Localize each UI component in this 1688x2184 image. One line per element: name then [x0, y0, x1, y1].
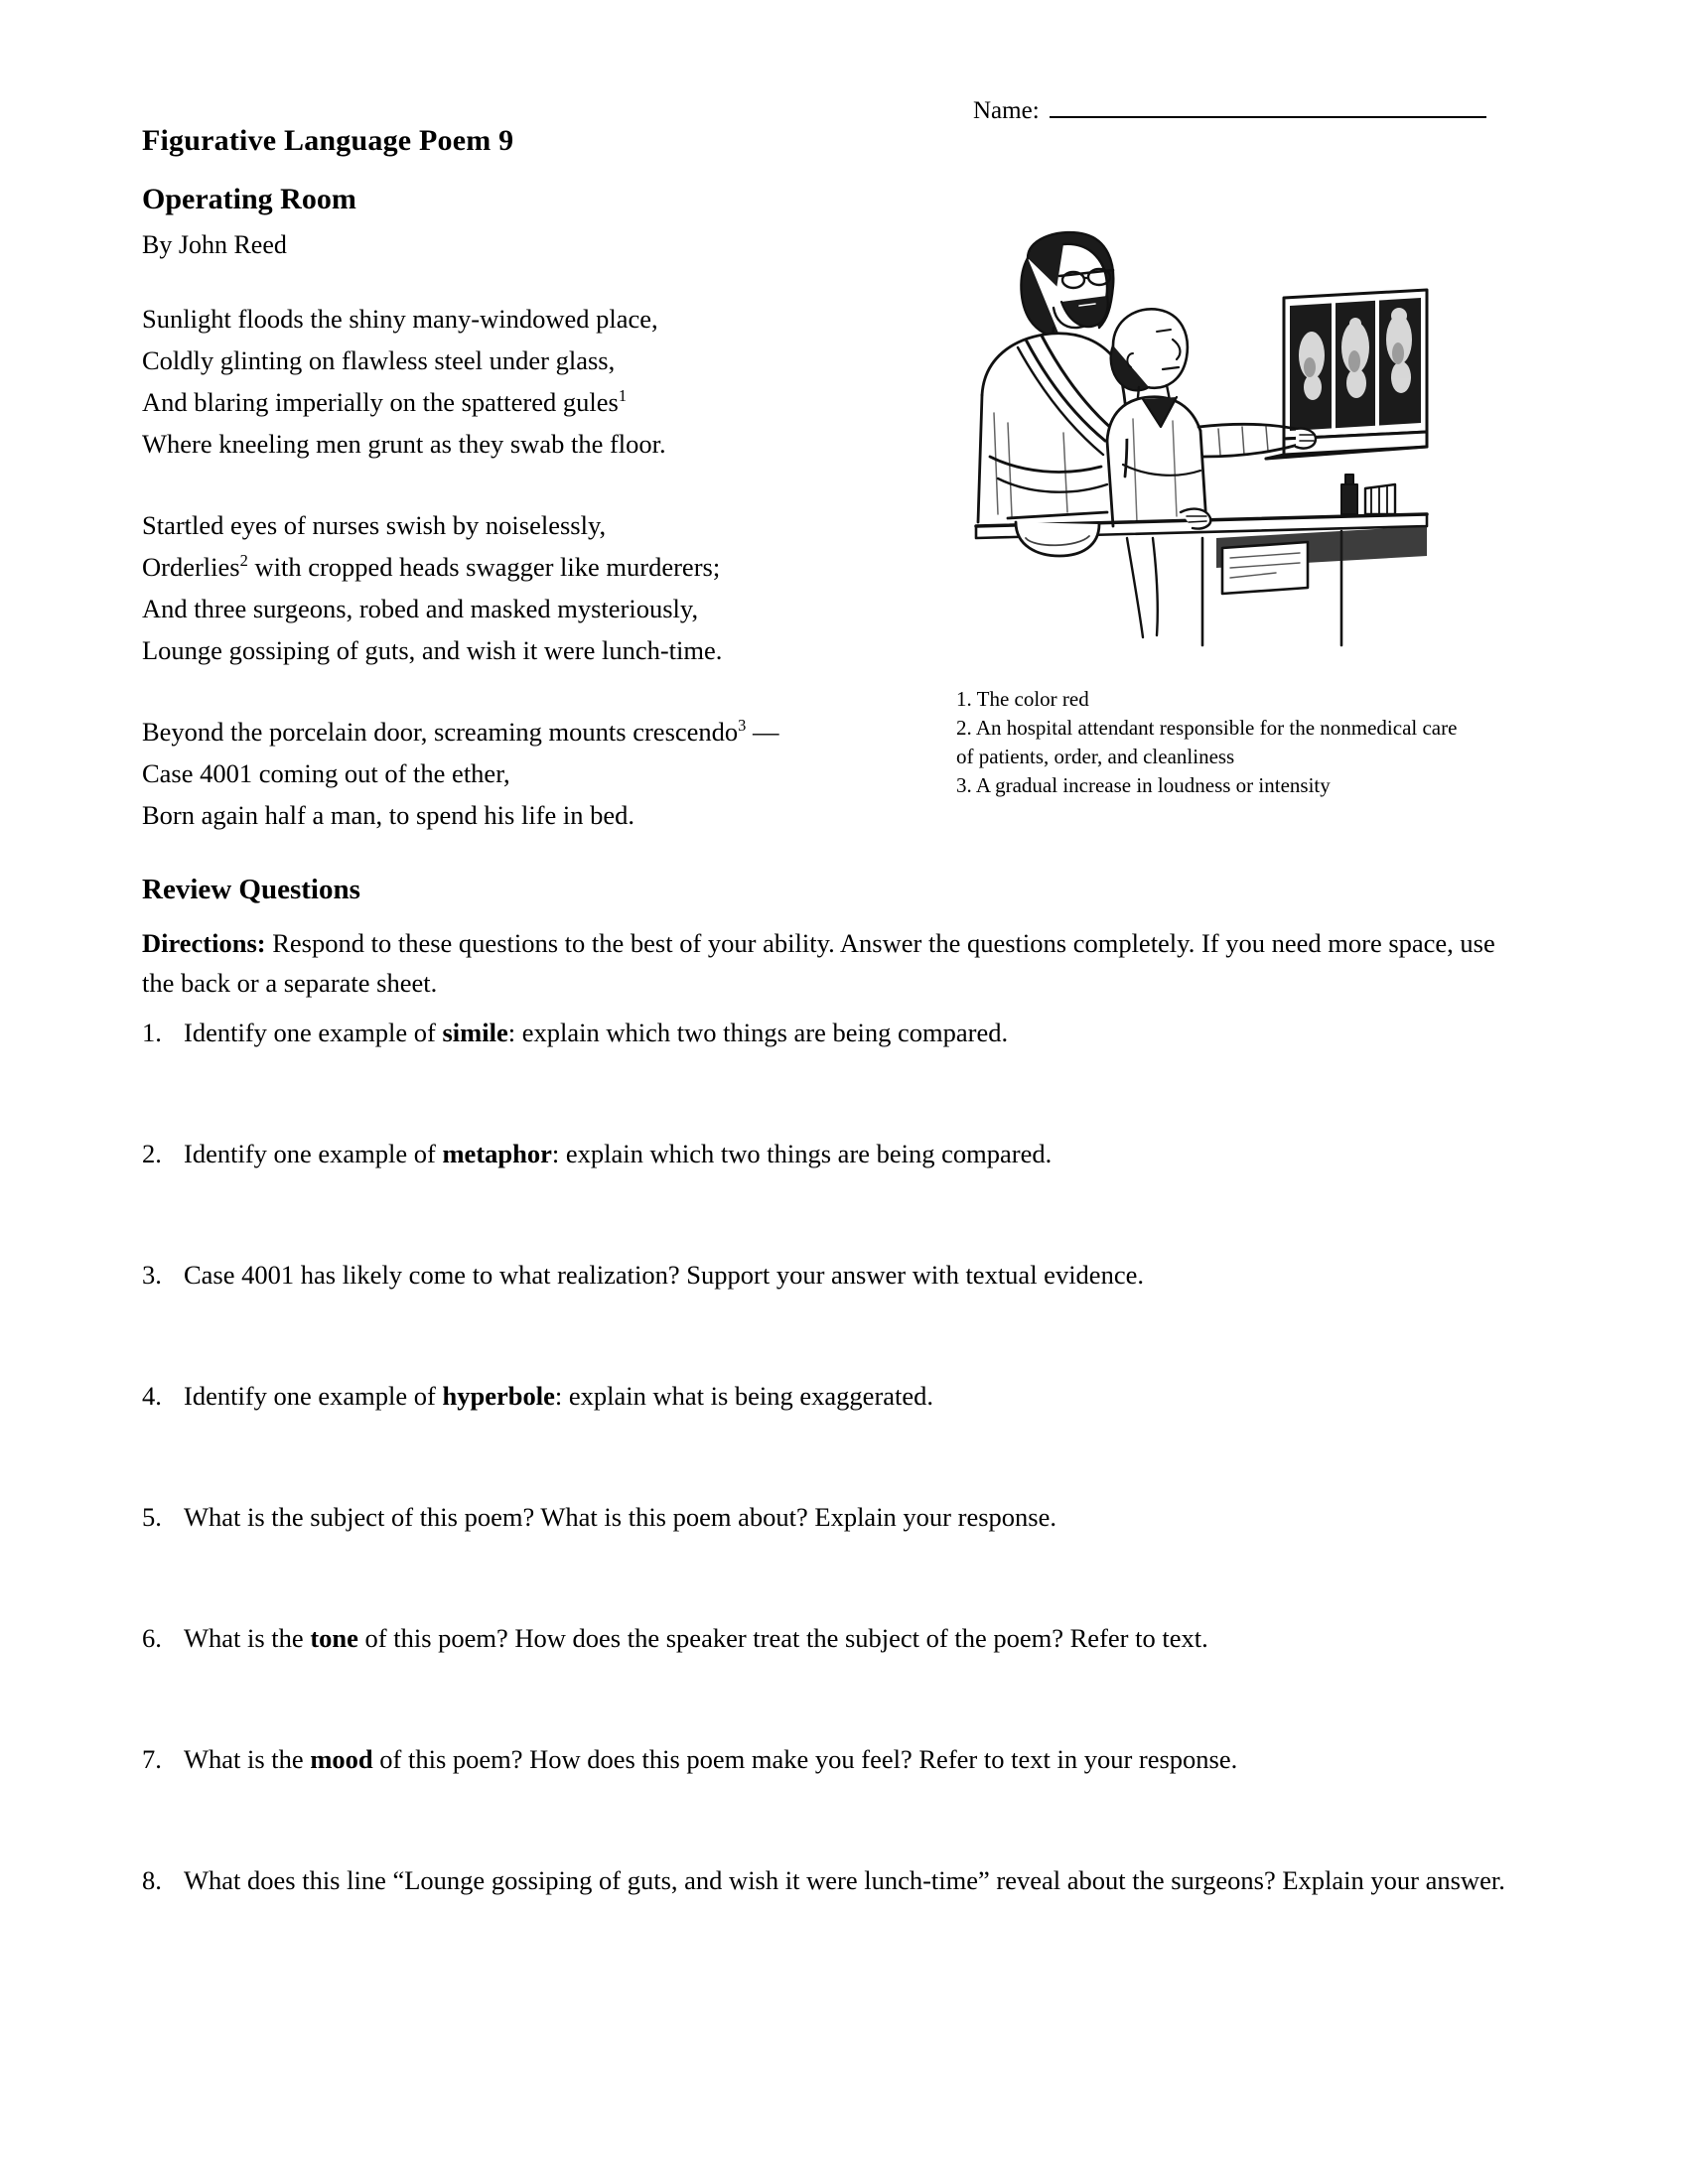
question-text-part: Case 4001 has likely come to what realization? Support your answer with textual evidence. — [184, 1260, 1144, 1290]
name-input-blank[interactable] — [1050, 94, 1486, 118]
footnote-item: 3. A gradual increase in loudness or intensity — [956, 773, 1331, 797]
question-text — [184, 1744, 1237, 1774]
poem-line-text-cont: — — [746, 717, 779, 747]
poem-line — [142, 340, 926, 381]
poem-stanza — [142, 711, 926, 836]
poem-line-text: Beyond the porcelain door, screaming mounts crescendo — [142, 717, 739, 747]
poem-line-text: Case 4001 coming out of the ether, — [142, 758, 510, 788]
poem-line-text: Born again half a man, to spend his life in bed. — [142, 800, 635, 830]
worksheet-title: Figurative Language Poem 9 — [142, 124, 514, 157]
poem-line-text: Where kneeling men grunt as they swab the floor. — [142, 429, 666, 459]
footnote-item: 2. An hospital attendant responsible for the nonmedical care of patients, order, and cleanliness — [956, 716, 1458, 768]
name-field-row — [973, 94, 1486, 125]
review-question — [142, 1618, 1522, 1739]
footnote-item: 1. The color red — [956, 687, 1089, 711]
question-number: 2. — [142, 1139, 162, 1168]
question-text-part: What is the — [184, 1623, 311, 1653]
poem-line-text-cont: with cropped heads swagger like murderers; — [247, 552, 721, 582]
poem-line — [142, 588, 926, 629]
poem-line-text: Sunlight floods the shiny many-windowed place, — [142, 304, 658, 334]
poem-line-text: Orderlies — [142, 552, 240, 582]
question-number: 8. — [142, 1865, 162, 1895]
question-number: 3. — [142, 1260, 162, 1290]
question-keyword: mood — [310, 1744, 373, 1774]
question-text-part: What is the — [184, 1744, 311, 1774]
poem-line — [142, 711, 926, 752]
poem-line — [142, 546, 926, 588]
poem-stanza — [142, 298, 926, 465]
poem-title: Operating Room — [142, 183, 356, 215]
poem-line — [142, 629, 926, 671]
question-text-part: of this poem? How does the speaker treat the subject of the poem? Refer to text. — [357, 1623, 1208, 1653]
question-text — [184, 1865, 1505, 1895]
review-question — [142, 1376, 1522, 1497]
footnote-marker: 3 — [738, 716, 747, 736]
review-question — [142, 1013, 1522, 1134]
footnote-marker: 1 — [618, 386, 628, 406]
question-text — [184, 1623, 1208, 1653]
review-questions-heading: Review Questions — [142, 874, 360, 905]
question-text-part: What is the subject of this poem? What is this poem about? Explain your response. — [184, 1502, 1056, 1532]
question-text-part: Identify one example of — [184, 1018, 443, 1047]
poem-line — [142, 752, 926, 794]
directions-body: Respond to these questions to the best of your ability. Answer the questions completely. If you need more space, use the back or a separate sheet. — [142, 928, 1495, 998]
question-number: 5. — [142, 1502, 162, 1532]
question-text — [184, 1260, 1144, 1290]
review-question — [142, 1255, 1522, 1376]
question-keyword: tone — [310, 1623, 358, 1653]
question-text — [184, 1139, 1052, 1168]
lightbox-frame — [1266, 290, 1427, 459]
poem-author: By John Reed — [142, 230, 287, 259]
question-number: 6. — [142, 1623, 162, 1653]
question-text-part: of this poem? How does this poem make you feel? Refer to text in your response. — [372, 1744, 1238, 1774]
review-question — [142, 1860, 1522, 1981]
question-text-part: Identify one example of — [184, 1381, 443, 1411]
name-label: Name: — [973, 97, 1040, 124]
poem-line-text: And blaring imperially on the spattered gules — [142, 387, 619, 417]
poem-line-text: And three surgeons, robed and masked mysteriously, — [142, 594, 699, 623]
poem-line — [142, 298, 926, 340]
operating-room-illustration — [968, 228, 1435, 650]
review-question — [142, 1134, 1522, 1255]
question-keyword: simile — [442, 1018, 508, 1047]
review-question — [142, 1739, 1522, 1860]
question-number: 7. — [142, 1744, 162, 1774]
question-text — [184, 1018, 1008, 1047]
poem-line — [142, 423, 926, 465]
footnotes-list — [956, 685, 1473, 800]
question-text-part: : explain which two things are being compared. — [507, 1018, 1009, 1047]
poem-stanza — [142, 504, 926, 671]
question-text — [184, 1381, 933, 1411]
review-question — [142, 1497, 1522, 1618]
question-text-part: What does this line “Lounge gossiping of guts, and wish it were lunch-time” reveal about the surgeons? Explain your answer. — [184, 1865, 1505, 1895]
question-text-part: : explain which two things are being compared. — [551, 1139, 1053, 1168]
question-number: 1. — [142, 1018, 162, 1047]
poem-line-text: Startled eyes of nurses swish by noiselessly, — [142, 510, 607, 540]
poem-line — [142, 504, 926, 546]
question-text-part: : explain what is being exaggerated. — [554, 1381, 934, 1411]
poem-line — [142, 794, 926, 836]
footnote-marker: 2 — [239, 551, 248, 571]
poem-line-text: Lounge gossiping of guts, and wish it were lunch-time. — [142, 635, 723, 665]
poem-body — [142, 298, 926, 836]
questions-list — [142, 1013, 1522, 1981]
question-text — [184, 1502, 1056, 1532]
question-text-part: Identify one example of — [184, 1139, 443, 1168]
poem-line-text: Coldly glinting on flawless steel under glass, — [142, 345, 616, 375]
question-keyword: hyperbole — [442, 1381, 555, 1411]
directions-label: Directions: — [142, 928, 266, 958]
directions-text — [142, 923, 1512, 1003]
question-number: 4. — [142, 1381, 162, 1411]
poem-line — [142, 381, 926, 423]
question-keyword: metaphor — [442, 1139, 552, 1168]
